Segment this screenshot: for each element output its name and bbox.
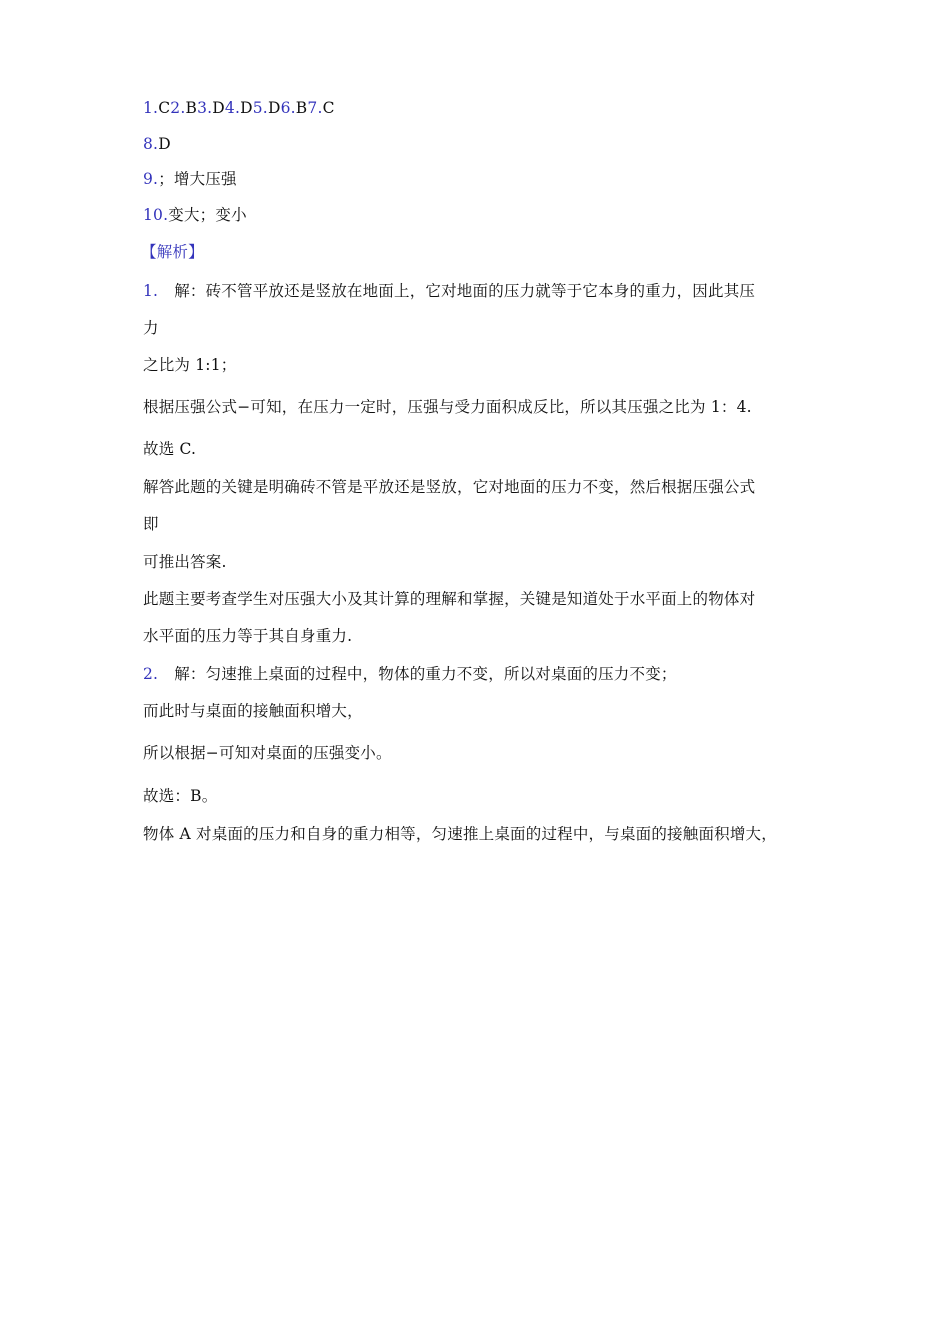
answer-row-8 — [143, 134, 171, 154]
q1-line-4: 根据压强公式−可知，在压力一定时，压强与受力面积成反比，所以其压强之比为 1：4. — [143, 398, 752, 416]
answer-number: 9. — [143, 170, 159, 188]
answer-choice: D — [212, 99, 225, 117]
q1-line-2: 力 — [143, 319, 159, 337]
answer-text: ；增大压强 — [158, 170, 237, 188]
q1-line-6: 解答此题的关键是明确砖不管是平放还是竖放，它对地面的压力不变，然后根据压强公式 — [143, 478, 756, 496]
answer-number: 8. — [143, 135, 159, 153]
q1-line-7: 即 — [143, 515, 159, 533]
analysis-heading: 【解析】 — [141, 243, 204, 261]
answer-number: 1. — [143, 99, 159, 117]
answer-row-9 — [143, 169, 237, 189]
answer-number: 7. — [307, 99, 323, 117]
question-number: 2. — [143, 665, 159, 683]
q1-line-3: 之比为 1:1； — [143, 356, 237, 374]
answer-choice: D — [267, 99, 281, 117]
q2-line-1 — [143, 664, 677, 684]
answer-choice: B — [295, 99, 308, 117]
q1-line-8: 可推出答案. — [143, 553, 227, 571]
q2-line-5: 物体 A 对桌面的压力和自身的重力相等，匀速推上桌面的过程中，与桌面的接触面积增大， — [143, 825, 777, 843]
answer-choice: B — [185, 99, 198, 117]
answer-number: 10. — [143, 206, 169, 224]
answer-row-10 — [143, 205, 247, 225]
answer-number: 2. — [170, 99, 186, 117]
q1-line-1 — [143, 281, 755, 301]
question-number: 1. — [143, 282, 159, 300]
answer-text: 变大；变小 — [168, 206, 247, 224]
q2-line-4: 故选：B。 — [143, 787, 218, 805]
q2-line-3: 所以根据−可知对桌面的压强变小。 — [143, 744, 392, 762]
q1-line-9: 此题主要考查学生对压强大小及其计算的理解和掌握，关键是知道处于水平面上的物体对 — [143, 590, 756, 608]
answer-choice: C — [322, 99, 335, 117]
answer-number: 3. — [197, 99, 213, 117]
answer-number: 6. — [280, 99, 296, 117]
paragraph-text: 解：匀速推上桌面的过程中，物体的重力不变，所以对桌面的压力不变； — [174, 665, 677, 683]
answer-number: 4. — [224, 99, 241, 117]
answer-choice: C — [158, 99, 171, 117]
answer-row-1-7 — [143, 98, 335, 118]
q1-line-5: 故选 C. — [143, 440, 197, 458]
answer-choice: D — [158, 135, 171, 153]
paragraph-text: 解：砖不管平放还是竖放在地面上，它对地面的压力就等于它本身的重力，因此其压 — [174, 282, 756, 300]
answer-number: 5. — [252, 99, 268, 117]
q2-line-2: 而此时与桌面的接触面积增大， — [143, 702, 363, 720]
q1-line-10: 水平面的压力等于其自身重力. — [143, 627, 353, 645]
answer-choice: D — [240, 99, 253, 117]
